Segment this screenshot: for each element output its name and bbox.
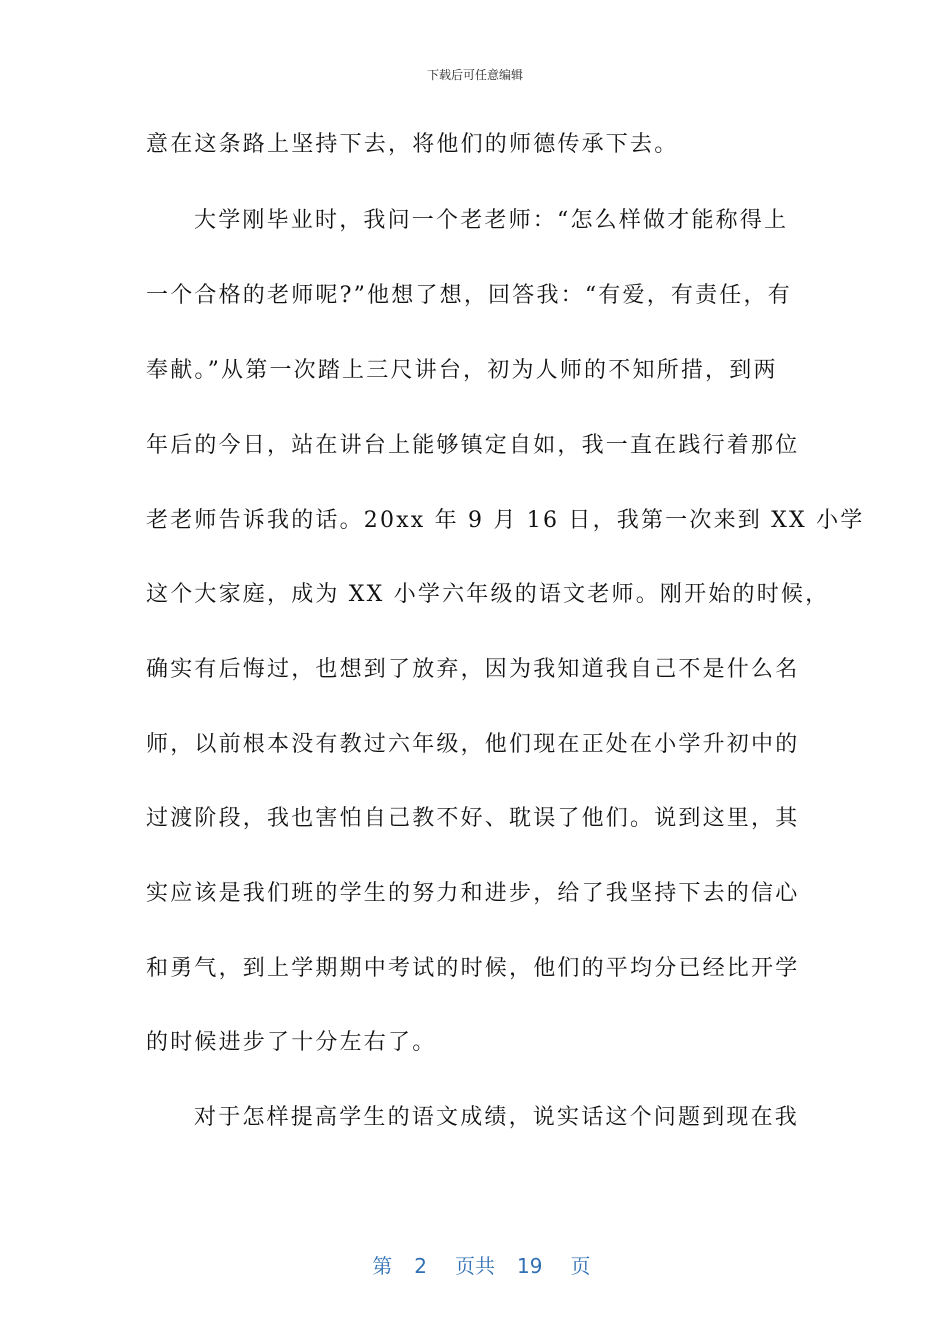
text-line: 老老师告诉我的话。20xx 年 9 月 16 日，我第一次来到 XX 小学 [146,508,865,533]
text-line: 确实有后悔过，也想到了放弃，因为我知道我自己不是什么名 [146,657,800,682]
page-footer [0,1226,950,1279]
paragraph-start-line: 对于怎样提高学生的语文成绩，说实话这个问题到现在我 [194,1105,800,1130]
paragraph-start-line: 大学刚毕业时，我问一个老老师：“怎么样做才能称得上 [194,208,789,233]
text-line: 这个大家庭，成为 XX 小学六年级的语文老师。刚开始的时候， [146,582,830,607]
current-page-number: 2 [414,1254,427,1278]
header-note: 下载后可任意编辑 [426,68,523,82]
text-line: 师，以前根本没有教过六年级，他们现在正处在小学升初中的 [146,732,800,757]
page-label-mid: 页共 [455,1254,495,1278]
text-line: 过渡阶段，我也害怕自己教不好、耽误了他们。说到这里，其 [146,806,800,831]
page-label-prefix: 第 [372,1254,393,1278]
text-line: 实应该是我们班的学生的努力和进步，给了我坚持下去的信心 [146,881,800,906]
total-pages-number: 19 [517,1254,543,1278]
text-line: 一个合格的老师呢?”他想了想，回答我：“有爱，有责任，有 [146,283,792,308]
text-line: 的时候进步了十分左右了。 [146,1030,437,1055]
text-line: 意在这条路上坚持下去，将他们的师德传承下去。 [146,132,679,157]
text-line: 和勇气，到上学期期中考试的时候，他们的平均分已经比开学 [146,956,800,981]
text-line: 年后的今日，站在讲台上能够镇定自如，我一直在践行着那位 [146,433,800,458]
page-label-suffix: 页 [570,1254,591,1278]
text-line: 奉献。”从第一次踏上三尺讲台，初为人师的不知所措，到两 [146,358,778,383]
